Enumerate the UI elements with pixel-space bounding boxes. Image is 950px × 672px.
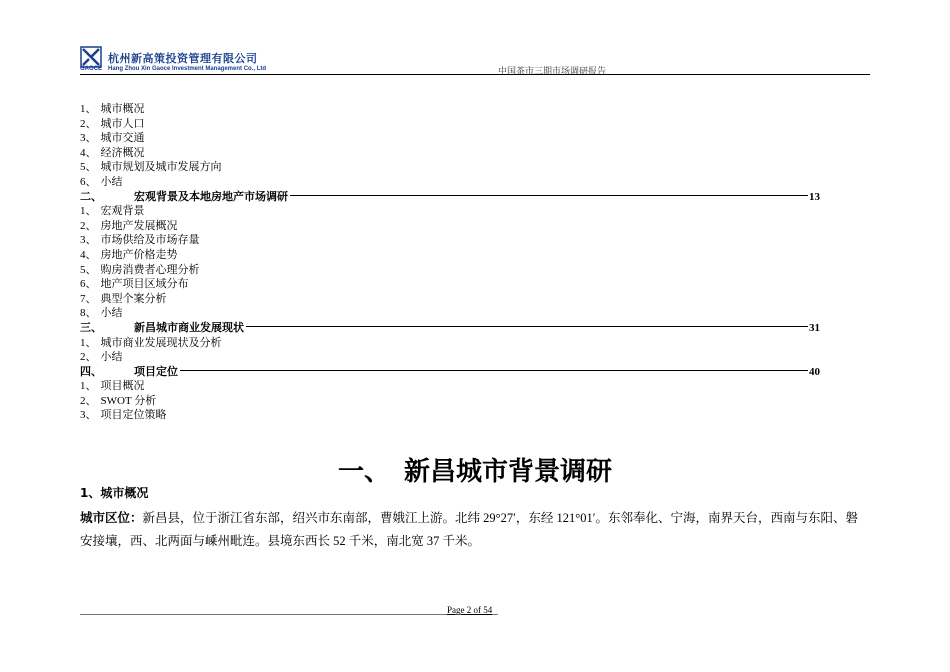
- toc-item-row[interactable]: [80, 408, 820, 423]
- toc-number: 2、: [80, 117, 97, 130]
- toc-number: 3、: [80, 409, 97, 422]
- toc-number: 5、: [80, 161, 97, 174]
- toc-item-row[interactable]: [80, 306, 820, 321]
- toc-item-row[interactable]: [80, 160, 820, 175]
- company-name-en: Hang Zhou Xin Gaoce Investment Management Co., Ltd: [108, 66, 267, 72]
- footer-divider: [80, 614, 498, 615]
- toc-number: 1、: [80, 103, 97, 115]
- toc-page-number: 40: [809, 365, 820, 378]
- toc-item-row[interactable]: [80, 379, 820, 394]
- toc-item-row[interactable]: [80, 248, 820, 263]
- toc-label: 小结: [100, 351, 123, 364]
- toc-label: 购房消费者心理分析: [100, 263, 200, 276]
- paragraph-label: 城市区位：: [80, 510, 143, 525]
- page-number: Page 2 of 54: [447, 605, 493, 615]
- document-title: 中国茶市三期市场调研报告: [498, 66, 607, 76]
- toc-number: 2、: [80, 219, 97, 232]
- toc-label: 地产项目区域分布: [100, 278, 189, 291]
- paragraph-text: 新昌县，位于浙江省东部，绍兴市东南部，曹娥江上游。北纬 29°27′，东经 121°01′。东邻奉化、宁海，南界天台，西南与东阳、磐安接壤，西、北两面与嵊州毗连。县境东西长 52 千米，南北宽 37 千米。: [80, 511, 858, 548]
- toc-item-row[interactable]: [80, 102, 820, 117]
- toc-number: 2、: [80, 394, 97, 407]
- toc-leader-line: [246, 326, 808, 327]
- toc-label: 项目概况: [100, 380, 145, 393]
- toc-number: 8、: [80, 307, 97, 320]
- toc-item-row[interactable]: [80, 204, 820, 219]
- toc-page-number: 13: [809, 190, 820, 203]
- chapter-number: 一、: [337, 457, 390, 487]
- toc-section-row[interactable]: [80, 190, 820, 205]
- toc-label: 城市交通: [100, 132, 145, 145]
- toc-label: 宏观背景及本地房地产市场调研: [134, 190, 288, 203]
- toc-label: 新昌城市商业发展现状: [134, 321, 244, 334]
- toc-label: 小结: [100, 175, 123, 188]
- chapter-heading: [0, 451, 950, 488]
- toc-item-row[interactable]: [80, 277, 820, 292]
- section-subheading: 1、城市概况: [80, 486, 149, 500]
- toc-label: 房地产价格走势: [100, 248, 178, 261]
- toc-label: 城市商业发展现状及分析: [100, 336, 222, 349]
- toc-number: 6、: [80, 175, 97, 188]
- toc-item-row[interactable]: [80, 233, 820, 248]
- header-divider: [80, 74, 870, 75]
- toc-label: 小结: [100, 307, 123, 320]
- toc-number: 1、: [80, 336, 97, 349]
- page-header: [80, 44, 870, 74]
- company-name-cn: 杭州新高策投资管理有限公司: [108, 52, 258, 65]
- toc-label: 市场供给及市场存量: [100, 234, 200, 247]
- toc-number: 4、: [80, 248, 97, 261]
- company-brand: GAOCE: [80, 66, 103, 72]
- toc-item-row[interactable]: [80, 350, 820, 365]
- toc-number: 6、: [80, 278, 97, 291]
- toc-label: 城市人口: [100, 117, 145, 130]
- toc-number: 四、: [80, 365, 102, 378]
- toc-item-row[interactable]: [80, 146, 820, 161]
- toc-number: 1、: [80, 205, 97, 218]
- toc-item-row[interactable]: [80, 219, 820, 234]
- toc-number: 三、: [80, 321, 102, 334]
- toc-leader-line: [180, 370, 808, 371]
- toc-item-row[interactable]: [80, 175, 820, 190]
- toc-number: 3、: [80, 132, 97, 145]
- toc-number: 4、: [80, 146, 97, 159]
- toc-leader-line: [290, 195, 808, 196]
- toc-label: 宏观背景: [100, 205, 145, 218]
- body-paragraph: [80, 506, 870, 553]
- toc-label: 城市规划及城市发展方向: [100, 161, 222, 174]
- toc-number: 7、: [80, 292, 97, 305]
- toc-label: 典型个案分析: [100, 292, 167, 305]
- toc-item-row[interactable]: [80, 292, 820, 307]
- toc-label: 项目定位: [134, 365, 178, 378]
- toc-item-row[interactable]: [80, 117, 820, 132]
- toc-number: 1、: [80, 380, 97, 393]
- toc-section-row[interactable]: [80, 365, 820, 380]
- toc-label: 项目定位策略: [100, 409, 167, 422]
- toc-page-number: 31: [809, 321, 820, 334]
- toc-label: SWOT 分析: [100, 394, 157, 407]
- table-of-contents: [80, 102, 820, 423]
- toc-number: 3、: [80, 234, 97, 247]
- toc-item-row[interactable]: [80, 336, 820, 351]
- company-logo-icon: [80, 46, 102, 68]
- toc-label: 城市概况: [100, 103, 145, 115]
- toc-number: 二、: [80, 190, 102, 203]
- toc-label: 经济概况: [100, 146, 145, 159]
- toc-item-row[interactable]: [80, 263, 820, 278]
- toc-label: 房地产发展概况: [100, 219, 178, 232]
- toc-section-row[interactable]: [80, 321, 820, 336]
- toc-item-row[interactable]: [80, 394, 820, 409]
- toc-item-row[interactable]: [80, 131, 820, 146]
- chapter-title: 新昌城市背景调研: [404, 457, 613, 487]
- toc-number: 5、: [80, 263, 97, 276]
- toc-number: 2、: [80, 351, 97, 364]
